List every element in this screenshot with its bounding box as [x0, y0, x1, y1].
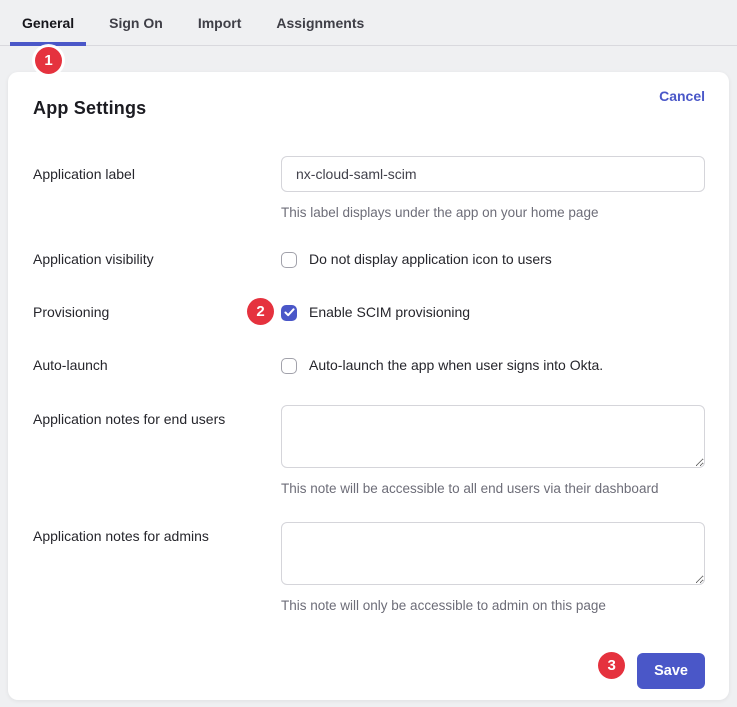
- application-label-input[interactable]: [281, 156, 705, 192]
- tab-import[interactable]: Import: [197, 14, 242, 31]
- tab-sign-on[interactable]: Sign On: [109, 14, 163, 31]
- auto-launch-option: Auto-launch the app when user signs into Okta.: [309, 357, 604, 373]
- notes-end-users-helper: This note will be accessible to all end users via their dashboard: [281, 481, 659, 496]
- notes-end-users-label: Application notes for end users: [33, 411, 226, 427]
- notes-end-users-textarea[interactable]: [281, 405, 705, 468]
- notes-end-users-row: [33, 405, 705, 498]
- provisioning-row: [33, 304, 705, 321]
- notes-admins-helper: This note will only be accessible to admin on this page: [281, 598, 606, 613]
- auto-launch-label: Auto-launch: [33, 357, 108, 373]
- notes-admins-row: [33, 522, 705, 615]
- scim-provisioning-checkbox[interactable]: [281, 305, 297, 321]
- application-visibility-label: Application visibility: [33, 251, 154, 267]
- card-footer: [33, 653, 705, 689]
- tab-bar: [0, 0, 737, 46]
- application-visibility-row: [33, 251, 705, 268]
- application-label-row: [33, 156, 705, 222]
- check-icon: [284, 308, 295, 317]
- auto-launch-row: [33, 357, 705, 374]
- auto-launch-checkbox[interactable]: [281, 358, 297, 374]
- tab-general[interactable]: General: [10, 0, 86, 45]
- provisioning-label: Provisioning: [33, 304, 110, 320]
- cancel-link[interactable]: Cancel: [659, 88, 705, 104]
- scim-provisioning-option: Enable SCIM provisioning: [309, 304, 471, 320]
- notes-admins-textarea[interactable]: [281, 522, 705, 585]
- card-header: [33, 88, 705, 120]
- page-title: App Settings: [33, 98, 147, 118]
- step-1-badge: 1: [35, 47, 62, 74]
- app-settings-card: [8, 72, 729, 700]
- application-visibility-option: Do not display application icon to users: [309, 251, 552, 267]
- step-2-badge: 2: [247, 298, 274, 325]
- notes-admins-label: Application notes for admins: [33, 528, 209, 544]
- step-3-badge: 3: [598, 652, 625, 679]
- application-visibility-checkbox[interactable]: [281, 252, 297, 268]
- save-button[interactable]: Save: [637, 653, 705, 689]
- application-label-label: Application label: [33, 166, 135, 182]
- tab-assignments[interactable]: Assignments: [276, 14, 365, 31]
- application-label-helper: This label displays under the app on your home page: [281, 205, 599, 220]
